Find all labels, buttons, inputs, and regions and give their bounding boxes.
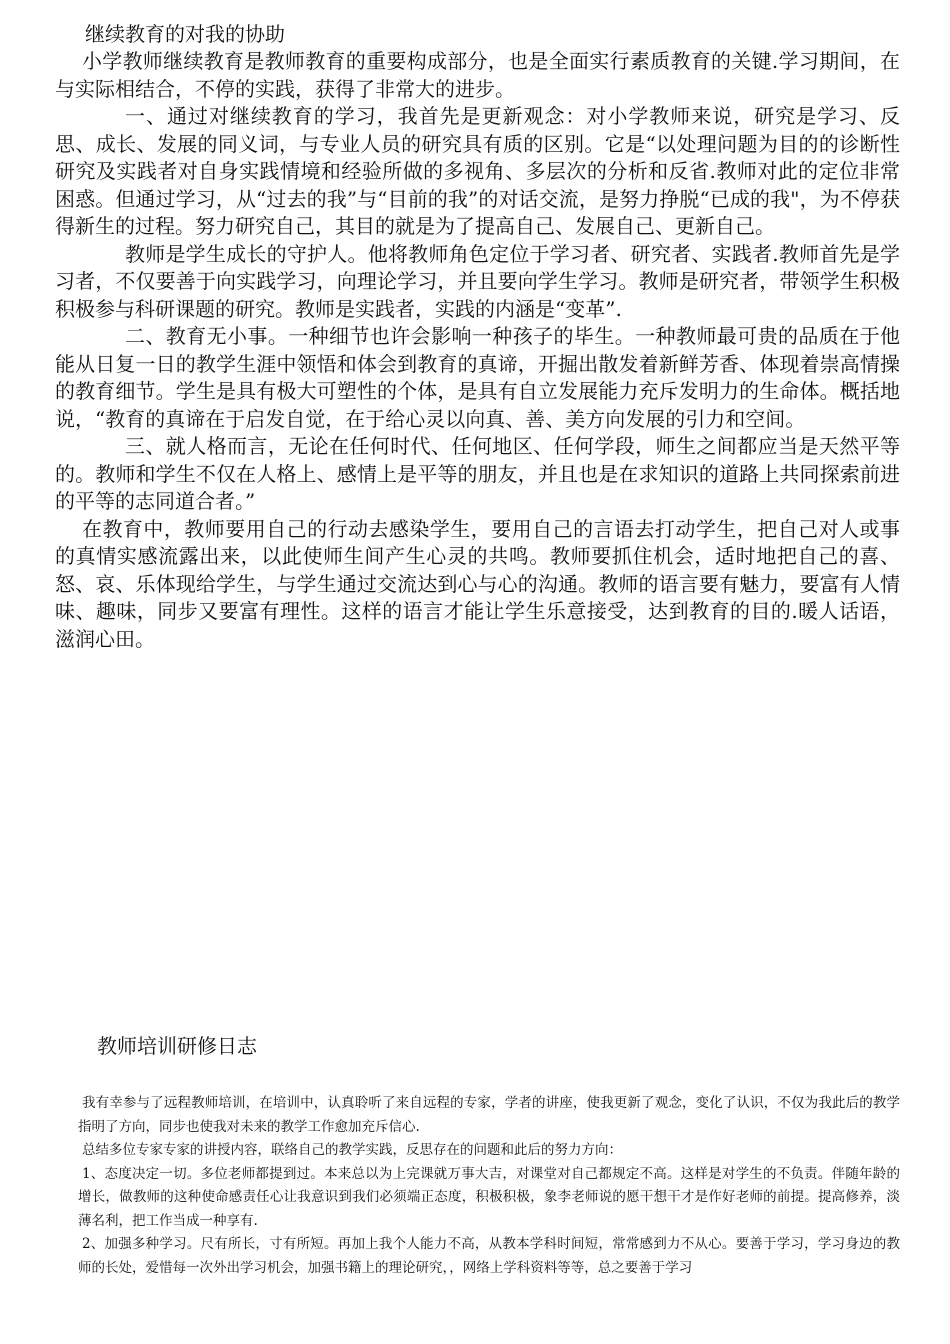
section1-paragraph: 三、就人格而言，无论在任何时代、任何地区、任何学段，师生之间都应当是天然平等的。教师和学生不仅在人格上、感情上是平等的朋友，并且也是在求知识的道路上共同探索前进的平等的志同道合者。” [55, 434, 900, 513]
section2-title: 教师培训研修日志 [97, 1034, 257, 1058]
section2-paragraph: 1、态度决定一切。多位老师都提到过。本来总以为上完课就万事大吉，对课堂对自己都规定不高。这样是对学生的不负责。伴随年龄的增长，做教师的这种使命感责任心让我意识到我们必须端正态度，积极积极，象李老师说的愿干想干才是作好老师的前提。提高修养，淡薄名利，把工作当成一种享有. [78, 1165, 900, 1229]
section2-paragraph: 我有幸参与了远程教师培训，在培训中，认真聆听了来自远程的专家，学者的讲座，使我更新了观念，变化了认识，不仅为我此后的教学指明了方向，同步也使我对未来的教学工作愈加充斥信心. [78, 1095, 900, 1135]
section2-paragraph: 2、加强多种学习。尺有所长，寸有所短。再加上我个人能力不高，从教本学科时间短，常常感到力不从心。要善于学习，学习身边的教师的长处，爱惜每一次外出学习机会，加强书籍上的理论研究，，网络上学科资料等等，总之要善于学习 [78, 1236, 900, 1276]
section1-paragraph: 在教育中，教师要用自己的行动去感染学生，要用自己的言语去打动学生，把自己对人或事的真情实感流露出来，以此使师生间产生心灵的共鸣。教师要抓住机会，适时地把自己的喜、怒、哀、乐体现给学生，与学生通过交流达到心与心的沟通。教师的语言要有魅力，要富有人情味、趣味，同步又要富有理性。这样的语言才能让学生乐意接受，达到教育的目的.暖人话语，滋润心田。 [55, 516, 900, 651]
section1-paragraph: 小学教师继续教育是教师教育的重要构成部分，也是全面实行素质教育的关键.学习期间，在与实际相结合，不停的实践，获得了非常大的进步。 [55, 49, 900, 101]
section1-paragraph: 一、通过对继续教育的学习，我首先是更新观念：对小学教师来说，研究是学习、反思、成长、发展的同义词，与专业人员的研究具有质的区别。它是“以处理问题为目的的诊断性研究及实践者对自身实践情境和经验所做的多视角、多层次的分析和反省.教师对此的定位非常困惑。但通过学习，从“过去的我”与“目前的我”的对话交流，是努力挣脱“已成的我"，为不停获得新生的过程。努力研究自己，其目的就是为了提高自己、发展自己、更新自己。 [55, 104, 900, 238]
section-training-log [78, 1092, 900, 1280]
section1-title: 继续教育的对我的协助 [85, 22, 285, 46]
section-continuing-education [55, 20, 900, 653]
section2-paragraph: 总结多位专家专家的讲授内容，联络自己的教学实践，反思存在的问题和此后的努力方向： [82, 1142, 622, 1158]
section1-paragraph: 二、教育无小事。一种细节也许会影响一种孩子的毕生。一种教师最可贵的品质在于他能从日复一日的教学生涯中领悟和体会到教育的真谛，开掘出散发着新鲜芳香、体现着崇高情操的教育细节。学生是具有极大可塑性的个体，是具有自立发展能力充斥发明力的生命体。概括地说，“教育的真谛在于启发自觉，在于给心灵以向真、善、美方向发展的引力和空间。 [55, 324, 900, 431]
section1-paragraph: 教师是学生成长的守护人。他将教师角色定位于学习者、研究者、实践者.教师首先是学习者，不仅要善于向实践学习，向理论学习，并且要向学生学习。教师是研究者，带领学生积极积极参与科研课题的研究。教师是实践者，实践的内涵是“变革”. [55, 241, 900, 321]
